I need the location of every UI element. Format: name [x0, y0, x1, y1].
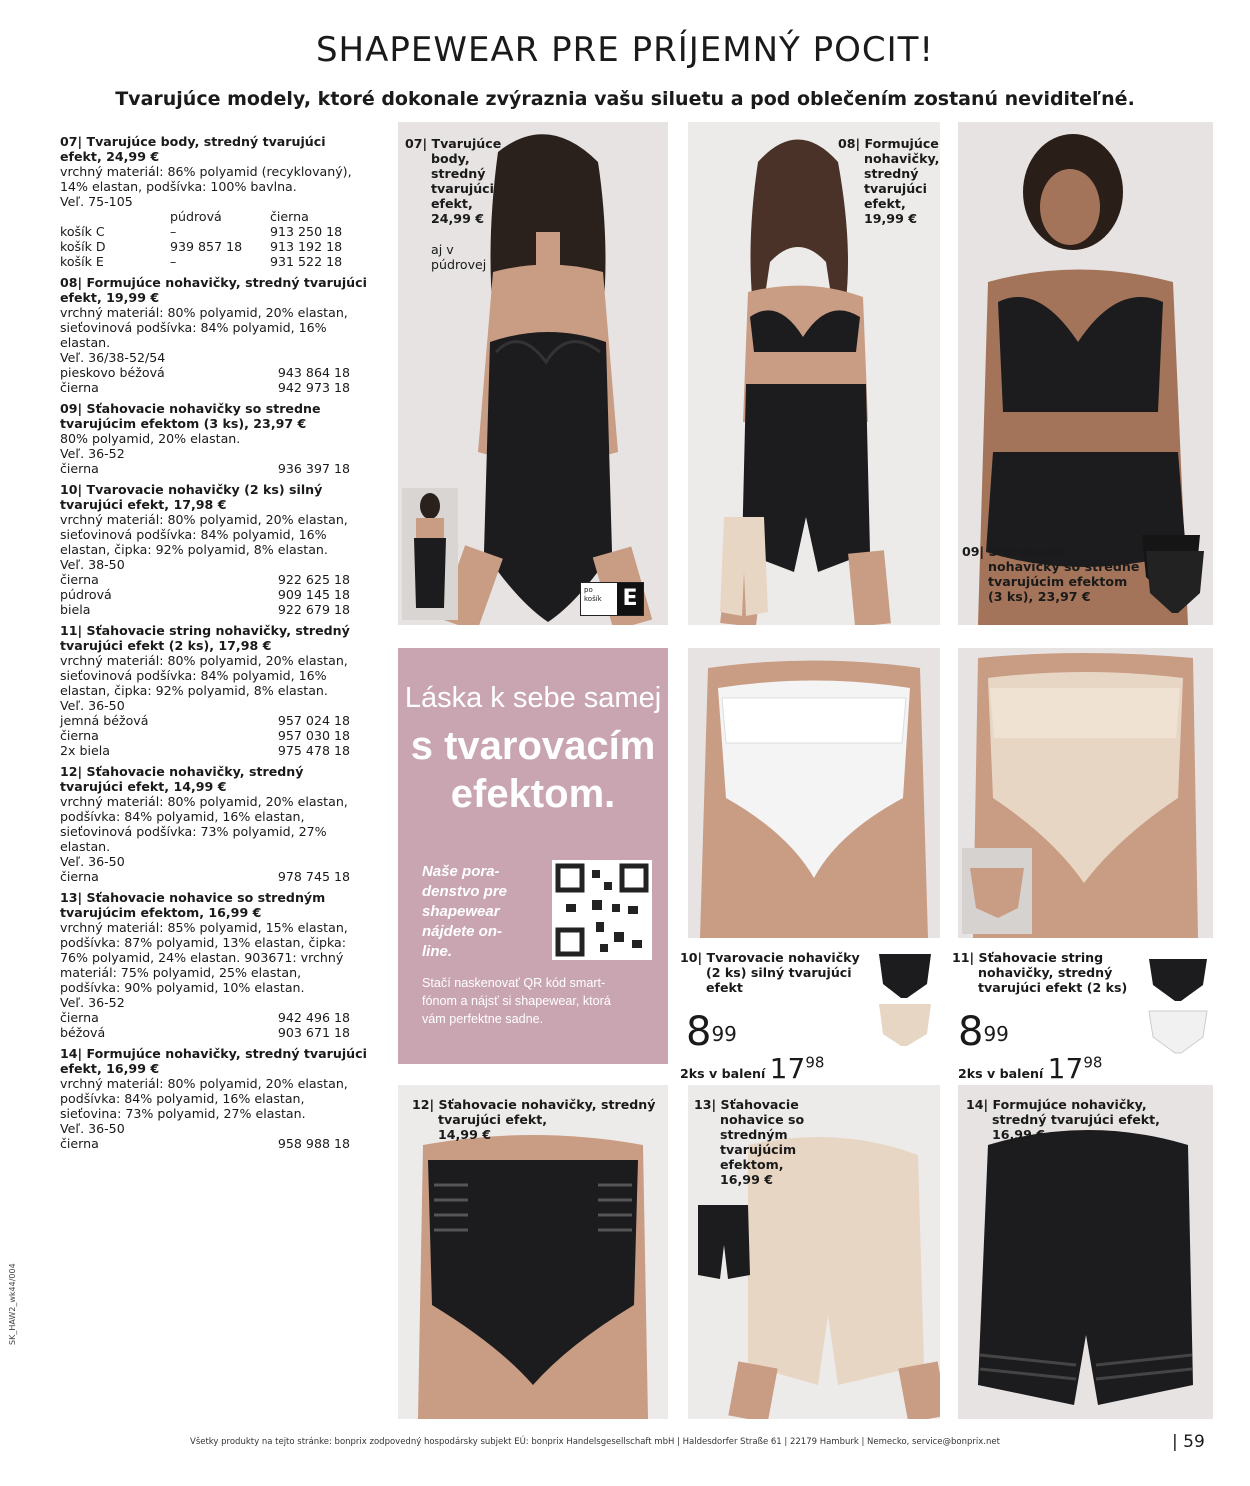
nude-shorts-thumbnail [714, 512, 774, 622]
promo-box [398, 648, 668, 1064]
color-name: čierna [60, 461, 99, 476]
list-item [60, 713, 350, 728]
order-number: 958 988 18 [277, 1136, 350, 1151]
product-13-material: 76% polyamid, 24% elastan. 903671: vrchný [60, 950, 344, 965]
also-available-note: aj v púdrovej [431, 242, 487, 272]
list-item [60, 1136, 350, 1151]
product-09-material: 80% polyamid, 20% elastan. [60, 431, 241, 446]
order-number: 909 145 18 [277, 587, 350, 602]
list-item [60, 602, 350, 617]
product-13-price: tvarujúcim efektom, 16,99 € [60, 905, 262, 920]
color-name: čierna [60, 869, 99, 884]
cup-label: košík D [60, 239, 106, 254]
order-number: 942 973 18 [277, 380, 350, 395]
product-13-photo[interactable] [688, 1085, 940, 1419]
product-13-material: podšívka: 90% polyamid, 10% elastan. [60, 980, 305, 995]
color-name: jemná béžová [60, 713, 149, 728]
tile-09-label: 09| Sťahovacie nohavičky so stredne tvarujúcim efektom (3 ks), 23,97 € [962, 544, 1140, 604]
page-title: SHAPEWEAR PRE PRÍJEMNÝ POCIT! [315, 30, 935, 70]
product-14-material: podšívka: 84% polyamid, 16% elastan, [60, 1091, 305, 1106]
tile-08-label: 08| Formujúce nohavičky, stredný tvarujúci efekt, 19,99 € [838, 136, 940, 226]
product-11-sizes: Veľ. 36-50 [60, 698, 125, 713]
product-11-photo[interactable] [958, 648, 1213, 938]
2-pack-string-thumbnail [1145, 955, 1211, 1055]
product-13-info [60, 890, 380, 1040]
product-12-sizes: Veľ. 36-50 [60, 854, 125, 869]
product-10-material: elastan, čipka: 92% polyamid, 8% elastan. [60, 542, 328, 557]
product-08-title: 08| Formujúce nohavičky, stredný tvarujúci [60, 275, 367, 290]
badge-letter: E [617, 583, 643, 615]
color-name: čierna [60, 1136, 99, 1151]
product-09-title: 09| Sťahovacie nohavičky so stredne [60, 401, 321, 416]
product-13-material: materiál: 75% polyamid, 25% elastan, [60, 965, 302, 980]
page-number: | 59 [1172, 1432, 1205, 1452]
order-number: – [170, 254, 177, 269]
product-08-price: efekt, 19,99 € [60, 290, 160, 305]
product-14-info [60, 1046, 380, 1151]
product-09-info [60, 401, 380, 476]
product-12-material: podšívka: 84% polyamid, 16% elastan, [60, 809, 305, 824]
tile-10-label: 10| Tvarovacie nohavičky (2 ks) silný tvarujúci efekt [680, 950, 860, 995]
product-07-sizes: Veľ. 75-105 [60, 194, 133, 209]
list-item [60, 380, 350, 395]
order-number: 903 671 18 [277, 1025, 350, 1040]
order-number: 936 397 18 [277, 461, 350, 476]
order-number: 931 522 18 [270, 254, 343, 269]
product-10-material: sieťovinová podšívka: 84% polyamid, 16% [60, 527, 327, 542]
cup-label: košík C [60, 224, 105, 239]
product-12-material: elastan. [60, 839, 111, 854]
catalog-code: SK_HAW2_wk44/004 [8, 1263, 17, 1345]
promo-instructions: Stačí naskenovať QR kód smart- fónom a nájsť si shapewear, ktorá vám perfektne sadne. [422, 976, 611, 1026]
product-14-material: sieťovina: 73% polyamid, 27% elastan. [60, 1106, 306, 1121]
page-subtitle: Tvarujúce modely, ktoré dokonale zvýraznia vašu siluetu a pod oblečením zostanú neviditeľné. [115, 88, 1135, 110]
order-number: 957 030 18 [277, 728, 350, 743]
product-10-price: $8^{99}$ [686, 1009, 737, 1055]
product-10-sizes: Veľ. 38-50 [60, 557, 125, 572]
product-08-material: elastan. [60, 335, 111, 350]
product-10-title: 10| Tvarovacie nohavičky (2 ks) silný [60, 482, 323, 497]
product-11-price: tvarujúci efekt (2 ks), 17,98 € [60, 638, 272, 653]
tile-12-label: 12| Sťahovacie nohavičky, stredný tvarujúci efekt, 14,99 € [412, 1097, 656, 1142]
white-lace-brief-illustration [688, 648, 940, 938]
product-13-material: vrchný materiál: 85% polyamid, 15% elastan, [60, 920, 348, 935]
cup-size-badge [580, 582, 644, 616]
product-10-material: vrchný materiál: 80% polyamid, 20% elastan, [60, 512, 348, 527]
order-number: 922 625 18 [277, 572, 350, 587]
list-item [60, 1010, 350, 1025]
product-07-material: 14% elastan, podšívka: 100% bavlna. [60, 179, 297, 194]
product-11-pack-price: 2ks v balení $17^{98}$ [958, 1052, 1103, 1085]
product-11-price: $8^{99}$ [958, 1009, 1009, 1055]
2-pack-briefs-thumbnail [875, 948, 935, 1048]
table-row [60, 224, 380, 239]
product-12-material: vrchný materiál: 80% polyamid, 20% elastan, [60, 794, 348, 809]
table-row [60, 254, 380, 269]
color-name: čierna [60, 572, 99, 587]
nude-lace-brief-illustration [958, 648, 1213, 938]
color-name: čierna [60, 1010, 99, 1025]
color-name: béžová [60, 1025, 106, 1040]
product-11-title: 11| Sťahovacie string nohavičky, stredný [60, 623, 350, 638]
tile-07-label: 07| Tvarujúce body, stredný tvarujúci efekt, 24,99 € [405, 136, 502, 226]
product-14-price: efekt, 16,99 € [60, 1061, 160, 1076]
list-item [60, 1025, 350, 1040]
promo-headline: Láska k sebe samej [404, 682, 662, 714]
order-number: 942 496 18 [277, 1010, 350, 1025]
promo-headline: s tvarovacím [410, 724, 656, 768]
product-12-material: sieťovinová podšívka: 73% polyamid, 27% [60, 824, 327, 839]
product-08-material: sieťovinová podšívka: 84% polyamid, 16% [60, 320, 327, 335]
product-13-material: podšívka: 87% polyamid, 13% elastan, čipka: [60, 935, 346, 950]
product-11-material: vrchný materiál: 80% polyamid, 20% elastan, [60, 653, 348, 668]
table-header [60, 209, 380, 224]
product-14-title: 14| Formujúce nohavičky, stredný tvarujúci [60, 1046, 367, 1061]
color-name: púdrová [60, 587, 112, 602]
promo-headline: efektom. [450, 772, 616, 816]
list-item [60, 743, 350, 758]
product-12-photo[interactable] [398, 1085, 668, 1419]
color-name: biela [60, 602, 91, 617]
product-10-photo[interactable] [688, 648, 940, 938]
product-list [60, 134, 380, 1157]
3-pack-briefs-thumbnail [1136, 527, 1206, 617]
table-row [60, 239, 380, 254]
column-header: čierna [270, 209, 309, 224]
badge-caption: po košík [584, 586, 602, 603]
order-number: 957 024 18 [277, 713, 350, 728]
product-14-photo[interactable] [958, 1085, 1213, 1419]
color-name: čierna [60, 728, 99, 743]
promo-online-note: Naše pora- denstvo pre shapewear nájdete on- line. [422, 863, 508, 960]
color-name: 2x biela [60, 743, 110, 758]
list-item [60, 365, 350, 380]
order-number: 922 679 18 [277, 602, 350, 617]
back-view-thumbnail [402, 488, 458, 620]
product-08-info [60, 275, 380, 395]
tile-11-label: 11| Sťahovacie string nohavičky, stredný tvarujúci efekt (2 ks) [952, 950, 1128, 995]
product-12-title: 12| Sťahovacie nohavičky, stredný [60, 764, 304, 779]
product-10-price: tvarujúci efekt, 17,98 € [60, 497, 227, 512]
list-item [60, 728, 350, 743]
product-07-info [60, 134, 380, 269]
tile-13-label: 13| Sťahovacie nohavice so stredným tvarujúcim efektom, 16,99 € [694, 1097, 805, 1187]
product-12-info [60, 764, 380, 884]
product-08-photo[interactable] [688, 122, 940, 625]
list-item [60, 461, 350, 476]
product-07-material: vrchný materiál: 86% polyamid (recyklovaný), [60, 164, 352, 179]
product-08-material: vrchný materiál: 80% polyamid, 20% elastan, [60, 305, 348, 320]
list-item [60, 572, 350, 587]
product-12-price: tvarujúci efekt, 14,99 € [60, 779, 227, 794]
list-item [60, 869, 350, 884]
order-number: 913 250 18 [270, 224, 343, 239]
product-11-material: sieťovinová podšívka: 84% polyamid, 16% [60, 668, 327, 683]
order-number: 913 192 18 [270, 239, 343, 254]
product-14-material: vrchný materiál: 80% polyamid, 20% elastan, [60, 1076, 348, 1091]
product-09-price: tvarujúcim efektom (3 ks), 23,97 € [60, 416, 307, 431]
list-item [60, 587, 350, 602]
order-number: 975 478 18 [277, 743, 350, 758]
product-14-sizes: Veľ. 36-50 [60, 1121, 125, 1136]
cup-label: košík E [60, 254, 104, 269]
order-number: 943 864 18 [277, 365, 350, 380]
back-view-illustration [402, 488, 458, 620]
product-07-title: 07| Tvarujúce body, stredný tvarujúci [60, 134, 326, 149]
footer-legal: Všetky produkty na tejto stránke: bonprix zodpovedný hospodársky subjekt EÚ: bonprix Handelsgesellschaft mbH | Haldesdorfer Straße 61 | 22179 Hamburk | Nemecko, service@bonprix.net [190, 1437, 1000, 1447]
product-13-sizes: Veľ. 36-52 [60, 995, 125, 1010]
order-number: 978 745 18 [277, 869, 350, 884]
column-header: púdrová [170, 209, 222, 224]
product-07-price: efekt, 24,99 € [60, 149, 160, 164]
order-number: – [170, 224, 177, 239]
color-name: pieskovo béžová [60, 365, 165, 380]
product-09-sizes: Veľ. 36-52 [60, 446, 125, 461]
product-07-photo[interactable] [398, 122, 668, 625]
product-10-info [60, 482, 380, 617]
product-08-sizes: Veľ. 36/38-52/54 [60, 350, 166, 365]
tile-14-label: 14| Formujúce nohavičky, stredný tvarujúci efekt, 16,99 € [966, 1097, 1160, 1142]
qr-code-icon [552, 860, 652, 960]
product-10-pack-price: 2ks v balení $17^{98}$ [680, 1052, 825, 1085]
order-number: 939 857 18 [170, 239, 243, 254]
product-13-title: 13| Sťahovacie nohavice so stredným [60, 890, 326, 905]
qr-code[interactable] [552, 860, 652, 960]
product-11-material: elastan, čipka: 92% polyamid, 8% elastan. [60, 683, 328, 698]
product-09-photo[interactable] [958, 122, 1213, 625]
color-name: čierna [60, 380, 99, 395]
product-11-info [60, 623, 380, 758]
